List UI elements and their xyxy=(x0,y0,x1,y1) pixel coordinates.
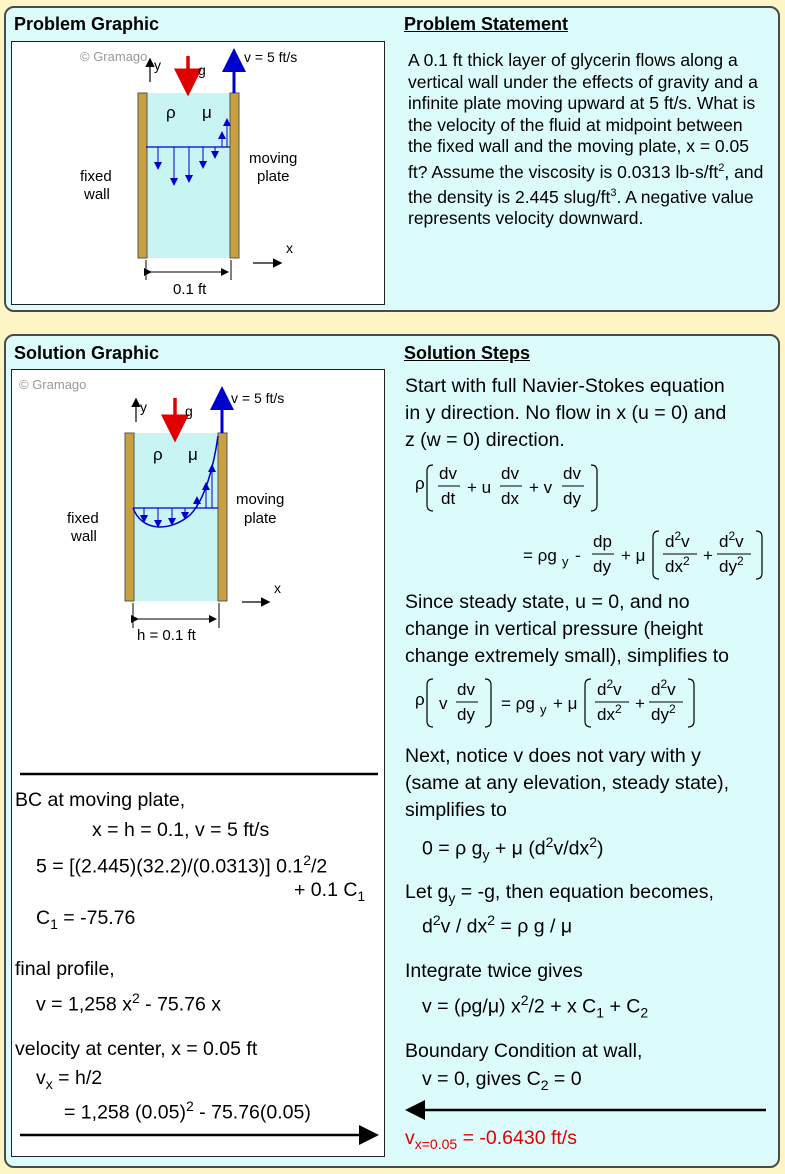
svg-text:dv: dv xyxy=(457,680,475,699)
bc-line2: 5 = [(2.445)(32.2)/(0.0313)] $0.1^2/2$ xyxy=(36,852,328,878)
plate-label: plate xyxy=(244,510,277,527)
svg-text:+: + xyxy=(703,546,713,565)
mu-label: μ xyxy=(202,103,212,122)
y-label: y xyxy=(154,57,161,73)
x-label: x xyxy=(274,580,281,596)
wall-label: wall xyxy=(84,186,110,203)
svg-text:+ u: + u xyxy=(467,478,492,497)
copyright: © Gramago xyxy=(80,49,148,64)
step5: Integrate twice gives xyxy=(405,960,583,982)
step4: Let $g_y = -g$, then equation becomes, xyxy=(405,881,714,906)
svg-text:+: + xyxy=(635,694,645,713)
final-answer: $v_{x=0.05} = -0.6430$ ft/s xyxy=(405,1127,577,1152)
svg-text:+ μ: + μ xyxy=(553,694,578,713)
step3-line2: (same at any elevation, steady state), xyxy=(405,772,730,794)
svg-text:dv: dv xyxy=(563,464,581,483)
svg-text:d2v: $d^2v$ xyxy=(597,677,622,699)
svg-text:d2v: $d^2v$ xyxy=(665,529,690,551)
v-label: v = 5 ft/s xyxy=(231,390,285,406)
fluid-layer xyxy=(146,93,230,258)
svg-text:dy2: $dy^2$ xyxy=(651,702,676,724)
step2-line2: change in vertical pressure (height xyxy=(405,618,704,640)
rho-label: ρ xyxy=(153,445,163,464)
eq3: 0 = ρ $g_y + \mu$ $(d^2v/dx^2)$ xyxy=(422,834,604,863)
thickness-label: 0.1 ft xyxy=(173,281,207,298)
step2-line3: change extremely small), simplifies to xyxy=(405,645,730,667)
fixed-label: fixed xyxy=(67,510,99,527)
bc-head: BC at moving plate, xyxy=(15,789,186,811)
svg-text:dv: dv xyxy=(501,464,519,483)
eq5: v = (ρg/μ) $x^2/2 + x$ $C_1 + C_2$ xyxy=(422,992,649,1021)
svg-text:dx2: $dx^2$ xyxy=(597,702,622,724)
final-head: final profile, xyxy=(15,958,115,980)
step1-line2: in y direction. No flow in x (u = 0) and xyxy=(405,402,727,424)
svg-text:dt: dt xyxy=(441,489,456,508)
step1-line1: Start with full Navier-Stokes equation xyxy=(405,375,725,397)
fixed-label: fixed xyxy=(80,168,112,185)
svg-text:ρ: ρ xyxy=(415,690,425,709)
thickness-label: h = 0.1 ft xyxy=(137,627,196,644)
problem-statement: A 0.1 ft thick layer of glycerin flows along a vertical wall under the effects of gravity and a infinite plate moving upward at 5 ft/s. What is the velocity of the fluid at midpoint between the fixed wall and the moving plate, x = 0.05 ft? Assume the viscosity is 0.0313 $lb-s/ft^2$, and the density is 2.445 slug/$ft^3$. A negative value represents velocity downward. xyxy=(408,50,764,229)
fixed-wall xyxy=(125,433,134,601)
problem-graphic-title: Problem Graphic xyxy=(14,14,160,34)
center-head: velocity at center, x = 0.05 ft xyxy=(15,1038,258,1060)
svg-text:= ρg: = ρg xyxy=(523,546,557,565)
svg-text:+ v: + v xyxy=(529,478,553,497)
vx-calc: = 1,258 $(0.05)^2 - 75.76(0.05)$ xyxy=(64,1098,311,1124)
svg-text:v: v xyxy=(439,694,448,713)
svg-text:dp: dp xyxy=(593,532,612,551)
final-profile: v = 1,258 $x^2 - 75.76$ x xyxy=(36,990,222,1016)
bc-line1: x = h = 0.1, v = 5 ft/s xyxy=(92,819,270,841)
step1-line3: z (w = 0) direction. xyxy=(405,429,565,451)
svg-text:d2v: $d^2v$ xyxy=(651,677,676,699)
problem-statement-title: Problem Statement xyxy=(404,14,569,34)
moving-label: moving xyxy=(236,491,285,508)
simplified-equation xyxy=(405,671,775,731)
navier-stokes-equation xyxy=(405,455,775,585)
step2-line1: Since steady state, u = 0, and no xyxy=(405,591,690,613)
svg-text:-: - xyxy=(575,546,581,565)
continue-arrow-left xyxy=(400,1100,770,1120)
x-label: x xyxy=(286,240,293,256)
moving-plate xyxy=(218,433,227,601)
solution-steps-title: Solution Steps xyxy=(404,343,530,363)
moving-label: moving xyxy=(249,150,298,167)
g-label: g xyxy=(185,403,193,419)
problem-diagram xyxy=(12,42,386,306)
step3-line3: simplifies to xyxy=(405,799,507,821)
svg-text:+ μ: + μ xyxy=(621,546,646,565)
eq4: $d^2v / dx^2 = \rho$ g / μ xyxy=(422,912,573,938)
svg-text:dx: dx xyxy=(501,489,519,508)
svg-text:dy: dy xyxy=(593,557,611,576)
v-label: v = 5 ft/s xyxy=(244,49,298,65)
svg-text:d2v: $d^2v$ xyxy=(719,529,744,551)
moving-plate xyxy=(230,93,239,258)
svg-text:dy: dy xyxy=(563,489,581,508)
svg-text:ρ: ρ xyxy=(415,474,425,493)
c1-value: $C_1 = -75.76$ xyxy=(36,907,136,932)
svg-text:dy: dy xyxy=(457,705,475,724)
svg-text:= ρg: = ρg xyxy=(501,694,535,713)
eq6: v = 0, gives $C_2 = 0$ xyxy=(422,1068,582,1093)
wall-label: wall xyxy=(71,528,97,545)
g-label: g xyxy=(198,62,206,78)
fixed-wall xyxy=(138,93,147,258)
step3-line1: Next, notice v does not vary with y xyxy=(405,745,701,767)
svg-text:y: y xyxy=(540,702,547,717)
svg-text:y: y xyxy=(562,554,569,569)
mu-label: μ xyxy=(188,445,198,464)
svg-text:dx2: $dx^2$ xyxy=(665,554,690,576)
solution-graphic-title: Solution Graphic xyxy=(14,343,160,363)
y-label: y xyxy=(140,399,147,415)
bc-line3: + 0.1 $C_1$ xyxy=(294,879,366,904)
svg-text:dy2: $dy^2$ xyxy=(719,554,744,576)
copyright: © Gramago xyxy=(19,377,87,392)
rho-label: ρ xyxy=(166,103,176,122)
svg-text:dv: dv xyxy=(439,464,457,483)
step6: Boundary Condition at wall, xyxy=(405,1040,643,1062)
vx-def: $v_x = h/2$ xyxy=(36,1067,103,1092)
plate-label: plate xyxy=(257,168,290,185)
problem-graphic xyxy=(11,41,385,305)
